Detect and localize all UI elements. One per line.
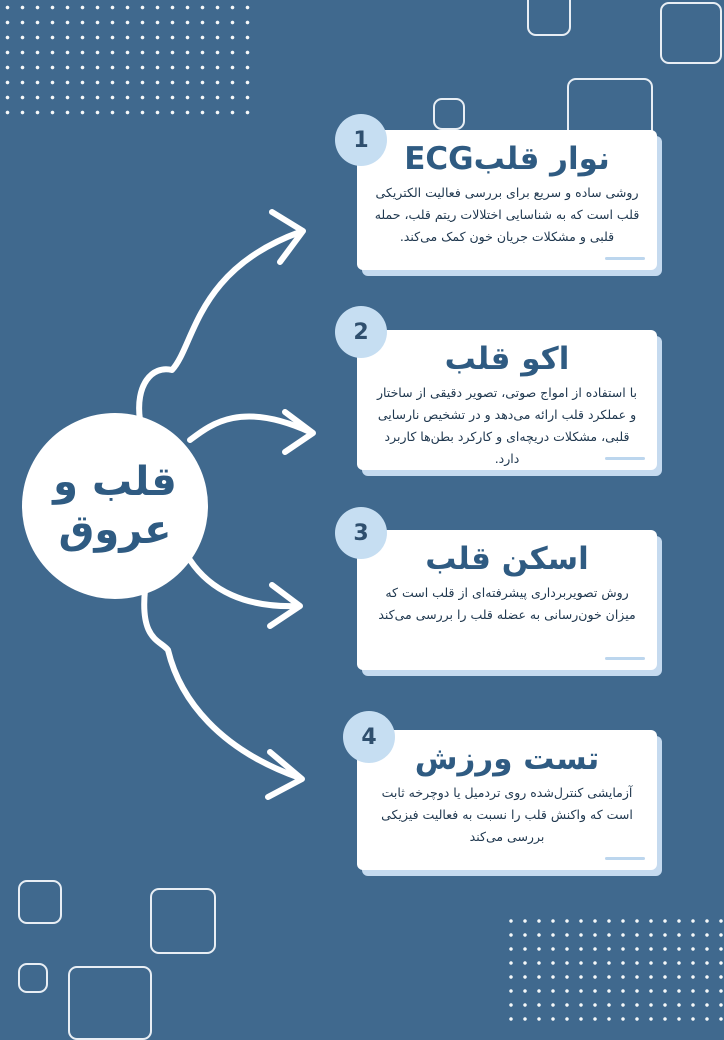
center-title-line-2: عروق <box>58 507 172 553</box>
step-badge-3: 3 <box>335 507 387 559</box>
step-badge-4: 4 <box>343 711 395 763</box>
card-title: اسکن قلب <box>425 541 589 577</box>
card-decor-line <box>605 657 645 660</box>
card-description: با استفاده از امواج صوتی، تصویر دقیقی از ساختار و عملکرد قلب ارائه می‌دهد و در تشخیص نارسایی قلبی، مشکلات دریچه‌ای و کارکرد بطن‌ها کاربرد دارد. <box>376 385 638 466</box>
center-topic-circle <box>22 413 208 599</box>
card-title: نوار قلبECG <box>404 141 610 177</box>
card-decor-line <box>605 457 645 460</box>
card-stress-test <box>357 730 657 870</box>
step-badge-1: 1 <box>335 114 387 166</box>
dot-pattern-bottom-right <box>504 914 724 1024</box>
card-title: اکو قلب <box>444 341 570 377</box>
decor-square <box>527 0 571 36</box>
arrow-to-card-1 <box>139 232 300 420</box>
card-ecg <box>357 130 657 270</box>
card-description: روشی ساده و سریع برای بررسی فعالیت الکتریکی قلب است که به شناسایی اختلالات ریتم قلب، حمله قلبی و مشکلات جریان خون کمک می‌کند. <box>374 185 640 244</box>
card-scan <box>357 530 657 670</box>
arrow-to-card-3 <box>190 560 298 606</box>
card-echo <box>357 330 657 470</box>
center-title-line-1: قلب و <box>53 459 177 505</box>
decor-square <box>18 963 48 993</box>
step-badge-2: 2 <box>335 306 387 358</box>
decor-square <box>433 98 465 130</box>
arrow-to-card-2 <box>190 416 310 440</box>
arrow-to-card-4 <box>144 590 300 778</box>
decor-square <box>18 880 62 924</box>
card-description: آزمایشی کنترل‌شده روی تردمیل یا دوچرخه ثابت است که واکنش قلب را نسبت به فعالیت فیزیکی بررسی می‌کند <box>381 785 633 844</box>
dot-pattern-top-left <box>0 0 260 115</box>
decor-square <box>150 888 216 954</box>
card-description: روش تصویربرداری پیشرفته‌ای از قلب است که میزان خون‌رسانی به عضله قلب را بررسی می‌کند <box>378 585 636 622</box>
card-title: تست ورزش <box>414 741 600 777</box>
card-decor-line <box>605 857 645 860</box>
decor-square <box>660 2 722 64</box>
decor-square <box>68 966 152 1040</box>
card-decor-line <box>605 257 645 260</box>
